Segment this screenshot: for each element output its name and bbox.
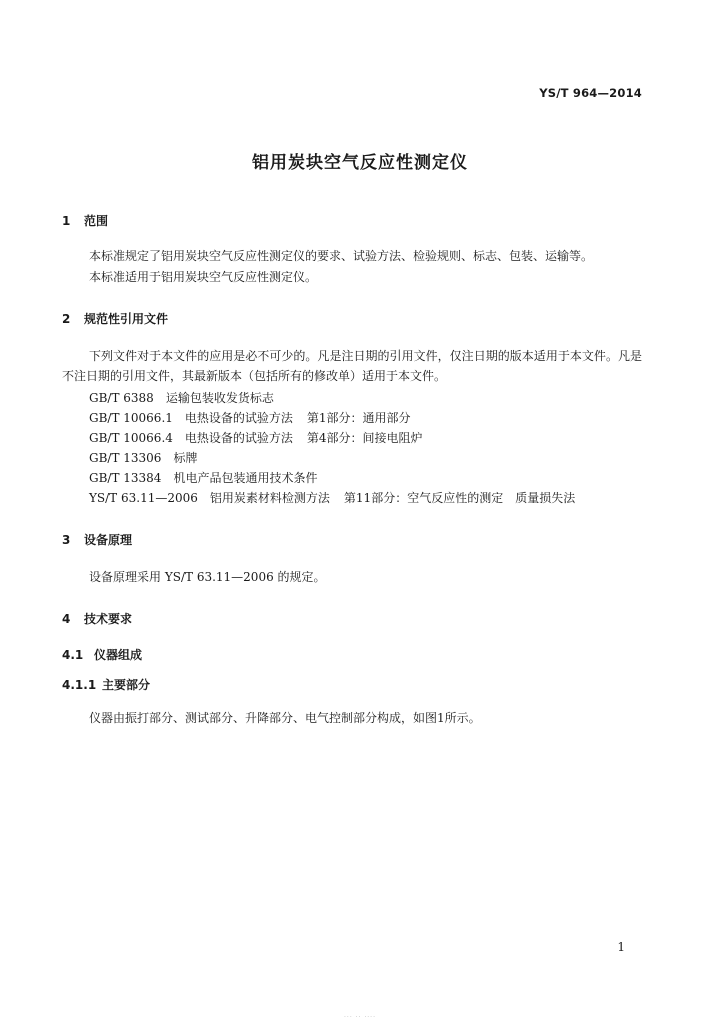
reference-title: 机电产品包装通用技术条件 [173,471,318,485]
section-number: 3 [62,533,71,547]
reference-list [89,388,575,508]
section-1-heading [62,212,108,229]
reference-title: 标牌 [173,451,198,465]
reference-code: GB/T 13384 [89,471,162,485]
section-title: 规范性引用文件 [84,312,169,326]
reference-title: 电热设备的试验方法 [184,431,293,445]
section-title: 技术要求 [84,612,133,626]
section-title: 设备原理 [84,533,133,547]
reference-item [89,388,575,408]
subsection-title: 仪器组成 [94,648,143,662]
scope-paragraph-2: 本标准适用于铝用炭块空气反应性测定仪。 [89,270,318,284]
subsection-4-1-heading [62,646,142,663]
reference-item [89,448,575,468]
section-2-heading [62,310,168,327]
standard-code: YS/T 964—2014 [539,86,642,100]
reference-item [89,428,575,448]
reference-code: GB/T 10066.1 [89,411,173,425]
page-number: 1 [617,940,625,954]
document-title: 铝用炭块空气反应性测定仪 [252,153,468,173]
subsection-4-1-1-heading [62,676,150,693]
reference-item [89,488,575,508]
section-3-heading [62,531,132,548]
subsection-title: 主要部分 [102,678,151,692]
section-4-heading [62,610,132,627]
reference-code: GB/T 6388 [89,391,154,405]
section-title: 范围 [84,214,109,228]
components-paragraph: 仪器由振打部分、测试部分、升降部分、电气控制部分构成，如图1所示。 [89,711,481,725]
reference-title: 铝用炭素材料检测方法 [209,491,330,505]
reference-title: 电热设备的试验方法 [184,411,293,425]
reference-code: GB/T 13306 [89,451,162,465]
reference-part: 第4部分：间接电阻炉 [306,431,423,445]
section-number: 1 [62,214,71,228]
section-number: 2 [62,312,71,326]
reference-item [89,468,575,488]
reference-title: 运输包装收发货标志 [165,391,274,405]
reference-code: YS/T 63.11—2006 [89,491,198,505]
section-number: 4 [62,612,71,626]
reference-part: 第1部分：通用部分 [306,411,411,425]
principle-paragraph: 设备原理采用 YS/T 63.11—2006 的规定。 [89,570,326,584]
reference-item [89,408,575,428]
footer-mark: ··· ·· ···· [344,1014,376,1021]
subsection-number: 4.1 [62,648,84,662]
scope-paragraph-1: 本标准规定了铝用炭块空气反应性测定仪的要求、试验方法、检验规则、标志、包装、运输等。 [89,249,594,263]
reference-part: 第11部分：空气反应性的测定 质量损失法 [343,491,576,505]
references-intro: 下列文件对于本文件的应用是必不可少的。凡是注日期的引用文件，仅注日期的版本适用于本文件。凡是不注日期的引用文件，其最新版本（包括所有的修改单）适用于本文件。 [62,349,642,383]
subsection-number: 4.1.1 [62,678,97,692]
reference-code: GB/T 10066.4 [89,431,173,445]
